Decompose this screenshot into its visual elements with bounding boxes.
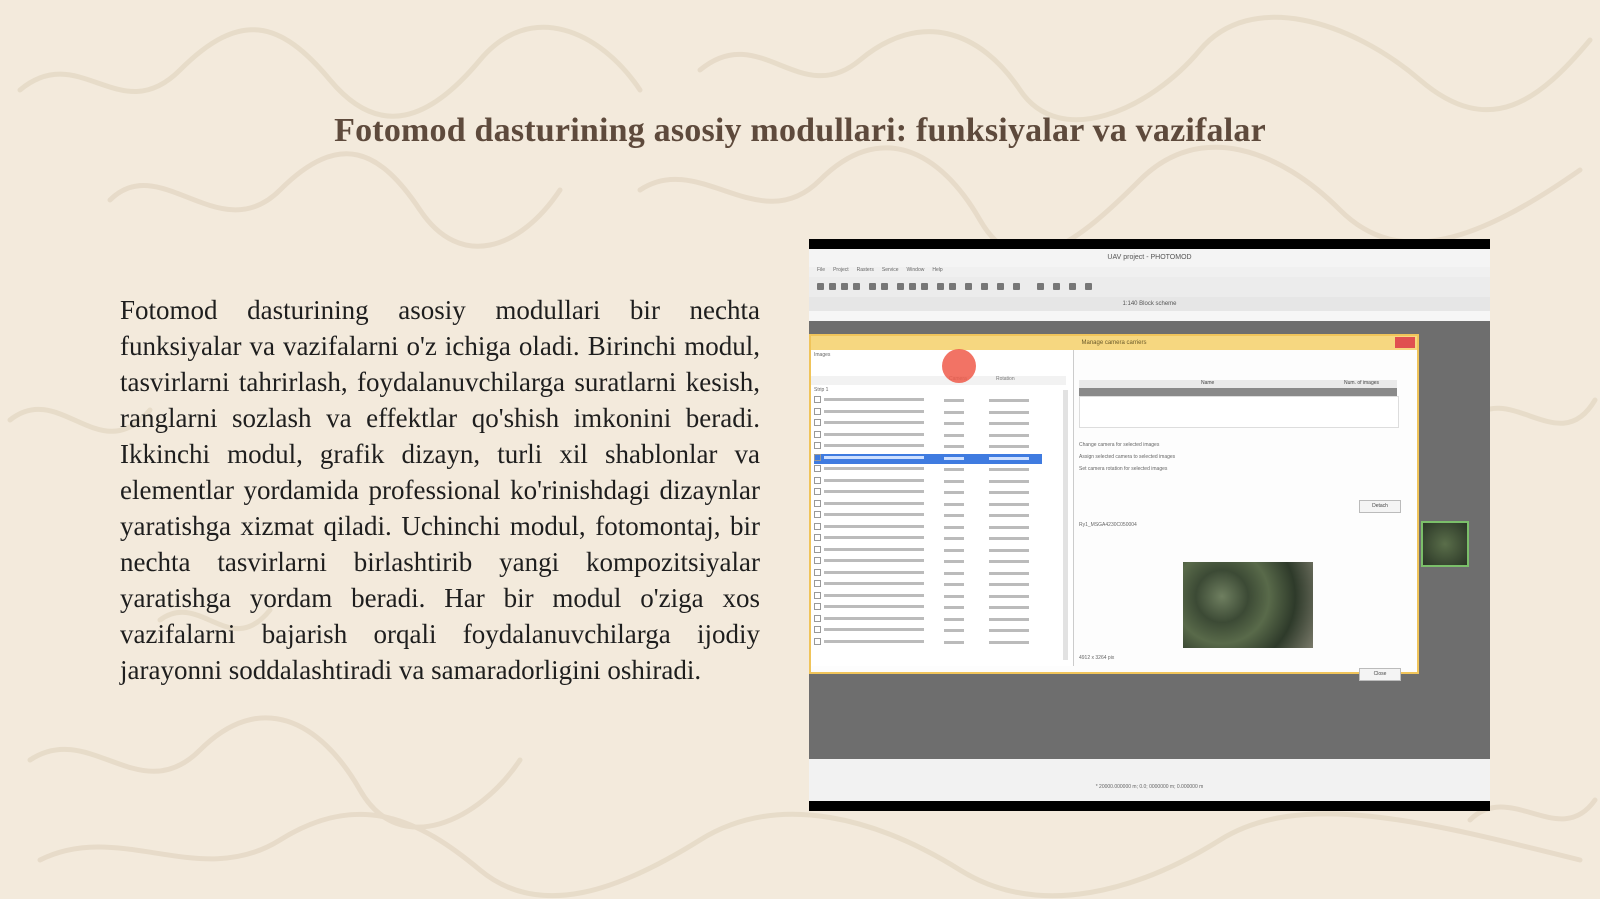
carriers-table-body [1079, 396, 1399, 428]
dialog-close-icon [1395, 337, 1415, 348]
status-bar [809, 759, 1490, 801]
status-text: * 20000.000000 m; 0.0; 0000000 m; 0.000000 m [1095, 784, 1204, 790]
list-row [814, 626, 1042, 636]
option-assign-camera: Assign selected camera to selected images [1079, 454, 1176, 460]
images-header: Images [814, 352, 831, 358]
toolbar [809, 277, 1490, 298]
menu-bar: File Project Rasters Service Window Help [809, 267, 1490, 277]
page-title: Fotomod dasturining asosiy modullari: funksiyalar va vazifalar [334, 112, 1266, 149]
list-row [814, 603, 1042, 613]
list-row [814, 477, 1042, 487]
carriers-table-row [1079, 388, 1397, 396]
list-row [814, 454, 1042, 464]
list-row [814, 442, 1042, 452]
col-rotation: Rotation [996, 376, 1015, 382]
detach-button: Detach [1359, 500, 1401, 513]
list-row [814, 569, 1042, 579]
list-row [814, 592, 1042, 602]
list-row [814, 557, 1042, 567]
list-row [814, 580, 1042, 590]
list-row [814, 396, 1042, 406]
option-change-camera: Change camera for selected images [1079, 442, 1160, 448]
col-num-images: Num. of images [1344, 380, 1380, 386]
list-row [814, 511, 1042, 521]
photomod-window [809, 249, 1490, 801]
preview-name: Ry1_MSGA4230C050004 [1079, 522, 1137, 528]
list-row [814, 546, 1042, 556]
manage-camera-dialog [809, 334, 1419, 677]
carriers-table-header [1079, 380, 1397, 388]
app-title: UAV project - PHOTOMOD [809, 249, 1490, 267]
col-name: Name [1201, 380, 1215, 386]
side-image-thumbnail [1421, 521, 1469, 567]
list-row [814, 465, 1042, 475]
block-scheme-bar: 1:140 Block scheme [809, 297, 1490, 311]
cursor-highlight [942, 349, 976, 383]
software-screenshot [809, 239, 1490, 811]
preview-size: 4912 x 3264 pix [1079, 655, 1115, 661]
option-set-rotation: Set camera rotation for selected images [1079, 466, 1168, 472]
list-row [814, 408, 1042, 418]
dialog-title: Manage camera carriers [811, 336, 1417, 350]
images-list-panel [811, 350, 1074, 666]
list-row [814, 488, 1042, 498]
preview-image [1183, 562, 1313, 648]
carriers-panel [1079, 350, 1409, 677]
list-row [814, 615, 1042, 625]
close-button: Close [1359, 668, 1401, 681]
list-scrollbar [1063, 390, 1068, 660]
list-row [814, 523, 1042, 533]
strip-label: Strip 1 [814, 387, 829, 393]
body-paragraph: Fotomod dasturining asosiy modullari bir nechta funksiyalar va vazifalarni o'z ichiga oladi. Birinchi modul, tasvirlarni tahrirlash, foydalanuvchilarga suratlarni kesish, ranglarni sozlash va effektlar qo'shish imkonini beradi. Ikkinchi modul, grafik dizayn, turli xil shablonlar va elementlar yordamida professional ko'rinishdagi dizaynlar yaratishga xizmat qiladi. Uchinchi modul, fotomontaj, bir nechta tasvirlarni birlashtirib yangi kompozitsiyalar yaratishga yordam beradi. Har bir modul o'ziga xos vazifalarni bajarish orqali foydalanuvchilarga ijodiy jarayonni soddalashtiradi va samaradorligini oshiradi. [120, 295, 760, 685]
list-row [814, 534, 1042, 544]
list-header-row [811, 376, 1066, 385]
list-row [814, 431, 1042, 441]
list-row [814, 419, 1042, 429]
list-row [814, 500, 1042, 510]
list-row [814, 638, 1042, 648]
sub-bar [809, 311, 1490, 321]
